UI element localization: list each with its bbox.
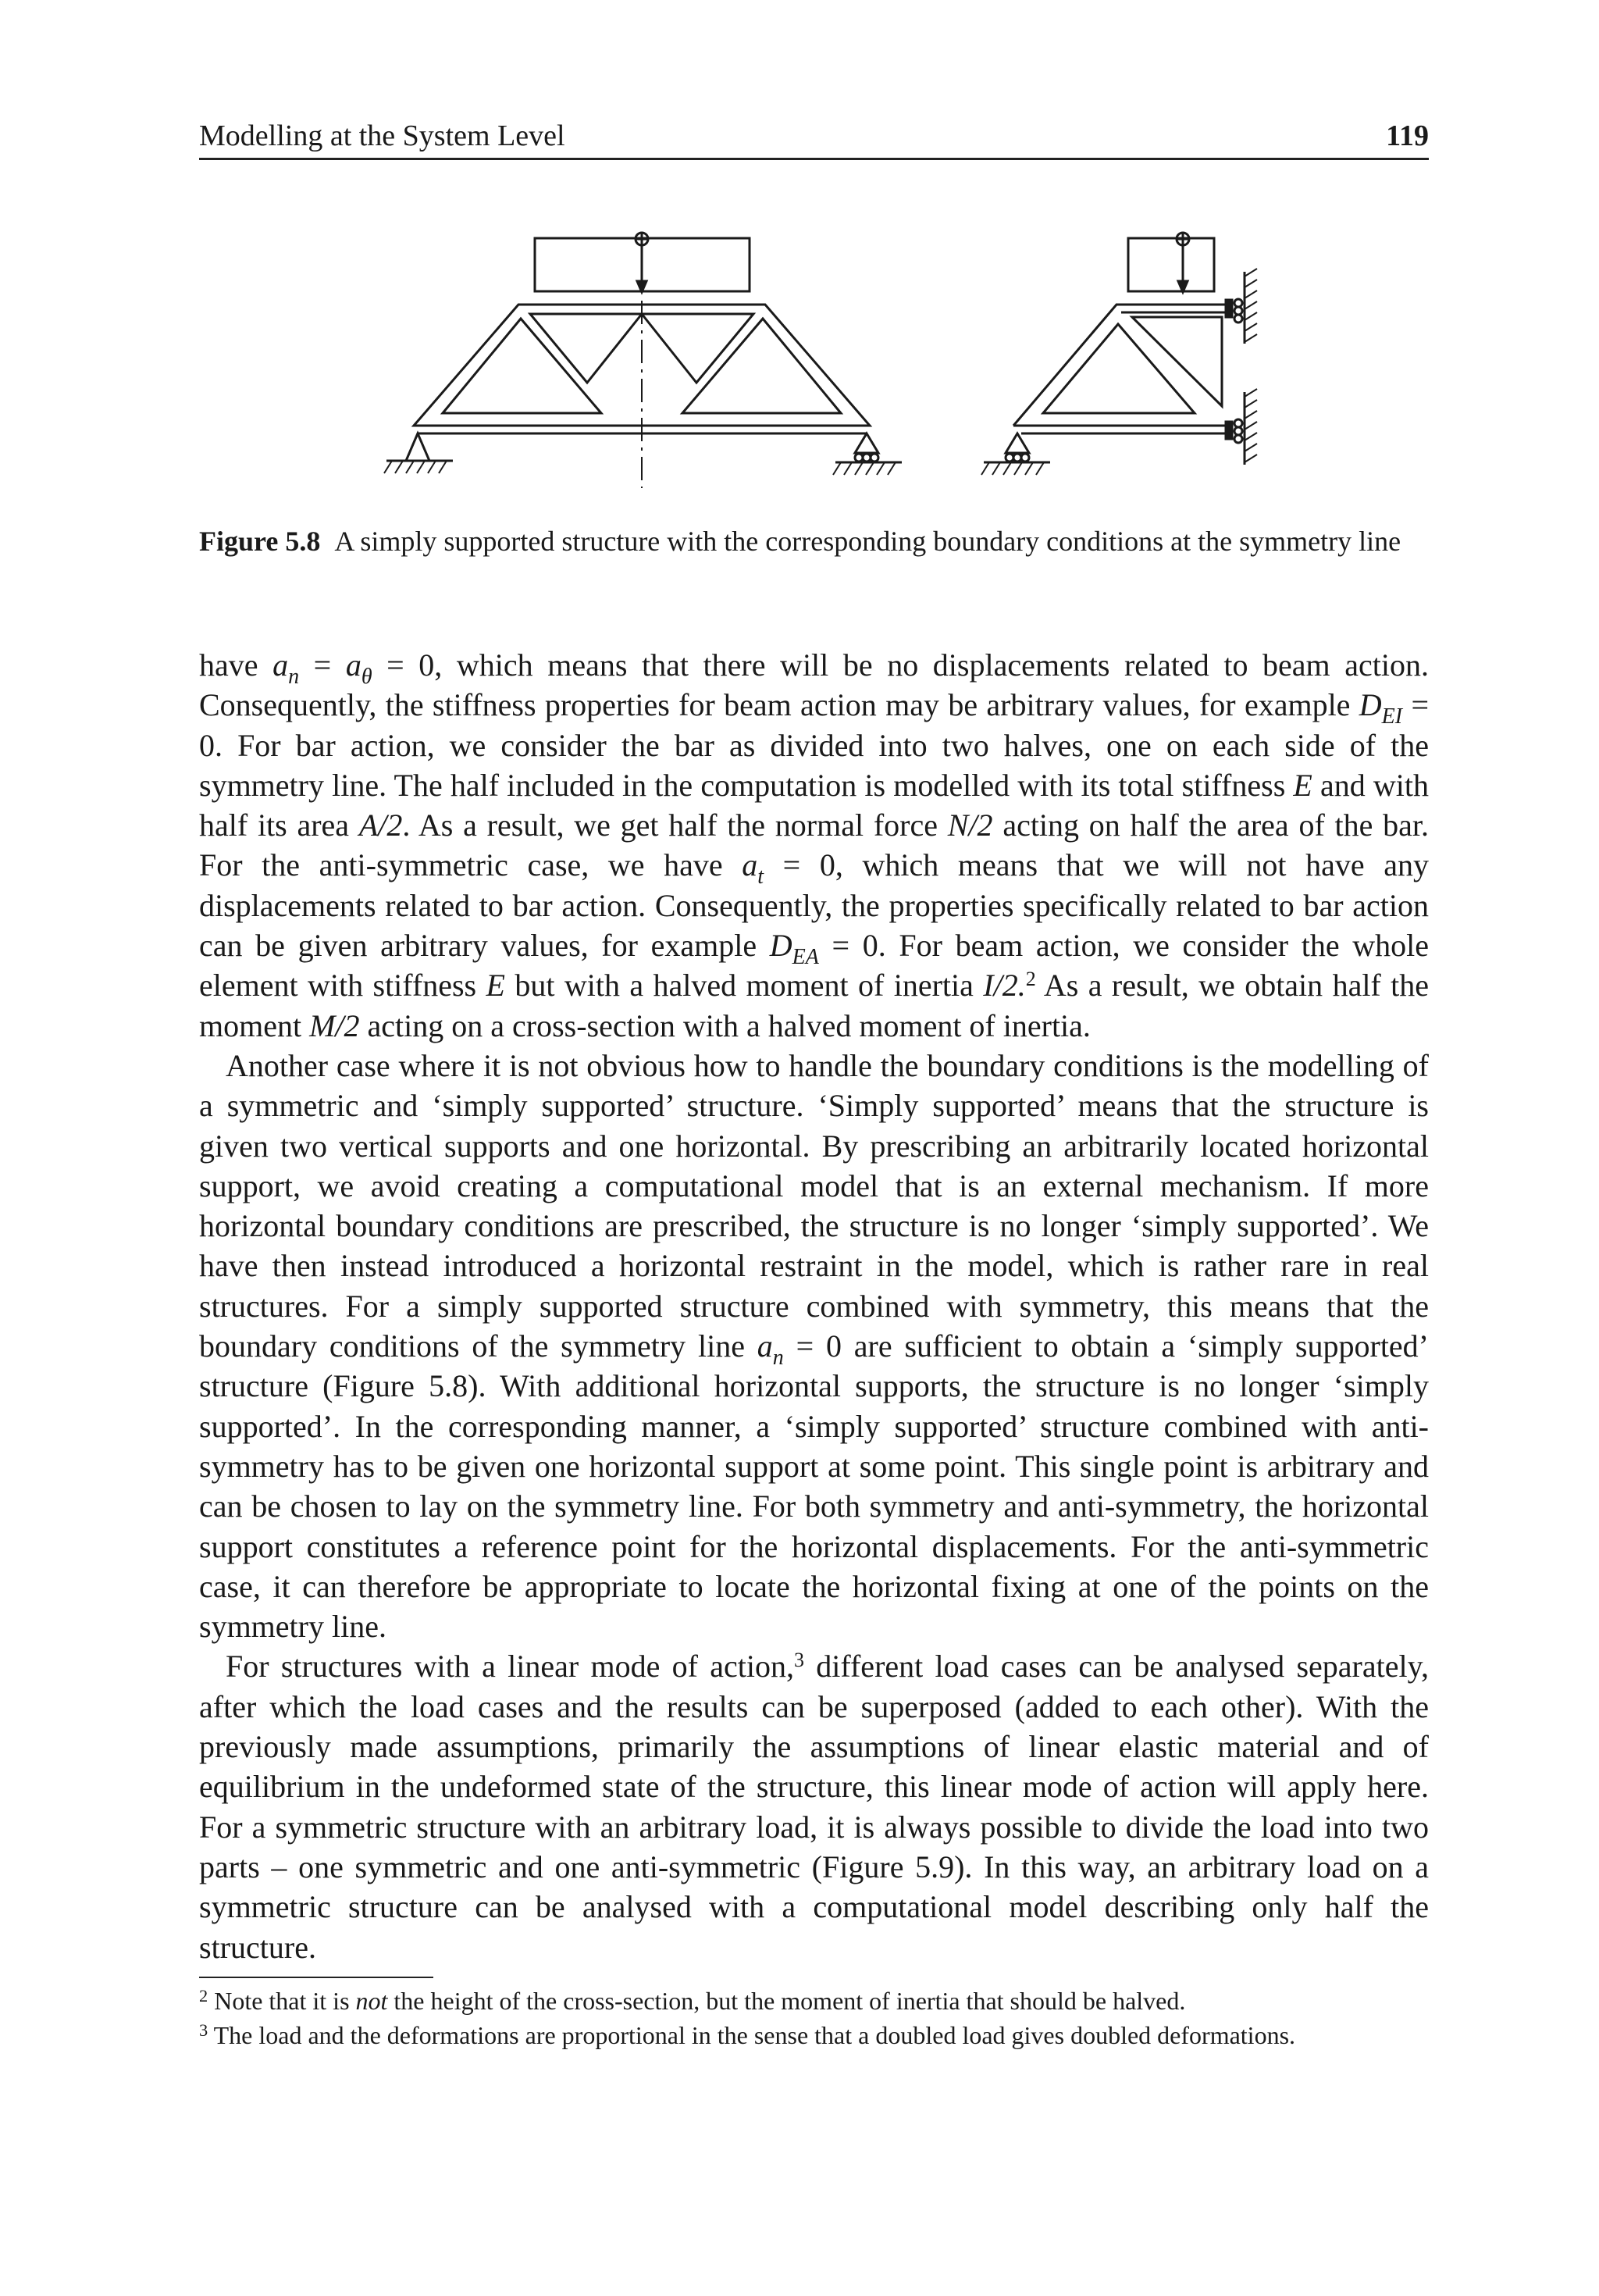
fn2-pre: Note that it is xyxy=(214,1987,356,2015)
math-a: a xyxy=(757,1328,773,1364)
paragraph-2 xyxy=(199,1046,1429,1646)
math-D: D xyxy=(769,928,792,964)
figure-5-8-diagram xyxy=(367,226,1265,500)
p1-s6: acting on half the area of the bar. For the anti-symmetric case, we have xyxy=(199,808,1429,883)
math-E: E xyxy=(486,968,505,1004)
math-sub-EA: EA xyxy=(792,944,819,969)
math-A2: A/2 xyxy=(358,808,403,843)
half-truss-inner-left xyxy=(1043,324,1195,413)
math-N2: N/2 xyxy=(947,808,993,843)
paragraph-1 xyxy=(199,645,1429,1046)
p1-s10: As a result, we obtain half the moment xyxy=(199,968,1430,1043)
math-sub-n: n xyxy=(772,1345,784,1370)
p1-s1: have xyxy=(199,647,273,683)
running-title: Modelling at the System Level xyxy=(199,119,565,152)
math-M2: M/2 xyxy=(309,1007,360,1043)
footnote-rule xyxy=(199,1977,433,1978)
running-header xyxy=(199,117,1429,160)
p2-s1: Another case where it is not obvious how to handle the boundary conditions is the modelling of a symmetric and ‘simply supported’ structure. ‘Simply supported’ means that the structure is given two vertical supports and one horizontal. By prescribing an arbitrarily located horizontal support, we avoid creating a computational model that is an external mechanism. If more horizontal boundary conditions are prescribed, the structure is no longer ‘simply supported’. We have then instead introduced a horizontal restraint in the model, which is rather rare in real structures. For a simply supported structure combined with symmetry, this means that the boundary conditions of the symmetry line xyxy=(199,1047,1429,1364)
p1-s5: . As a result, we get half the normal force xyxy=(402,808,948,843)
roller-support-half xyxy=(1006,433,1029,453)
math-eq0: = 0 xyxy=(764,847,835,883)
p2-s2: are sufficient to obtain a ‘simply supported’ structure (Figure 5.8). With additional horizontal supports, the structure is no longer ‘simply supported’. In the corresponding manner, a ‘simply supported’ structure combined with anti-symmetry has to be given one horizontal support at some point. This single point is arbitrary and can be chosen to lay on the symmetry line. For both symmetry and anti-symmetry, the horizontal support constitutes a reference point for the horizontal displacements. For the anti-symmetric case, it can therefore be appropriate to locate the horizontal fixing at one of the points on the symmetry line. xyxy=(199,1328,1430,1645)
footnote-mark-2: 2 xyxy=(199,1985,208,2005)
page-number: 119 xyxy=(1386,119,1429,152)
footnotes xyxy=(199,1984,1429,2052)
p1-s7: , which means that we will not have any displacements related to bar action. Consequently, the properties specifically related to bar action can be given arbitrary values, for example xyxy=(199,847,1429,964)
math-eq0: = 0 xyxy=(199,687,1430,763)
p1-s8: . For beam action, we consider the whole element with stiffness xyxy=(199,928,1429,1004)
math-sub-t: t xyxy=(757,865,764,890)
body-text xyxy=(199,645,1429,1967)
math-sub-EI: EI xyxy=(1381,704,1403,729)
p1-s2: , which means that there will be no displacements related to beam action. Consequently, the stiffness properties for beam action may be arbitrary values, for example xyxy=(199,647,1429,723)
math-a: a xyxy=(345,647,361,683)
math-eq0: = 0 xyxy=(783,1328,842,1364)
half-truss xyxy=(981,233,1257,475)
math-a: a xyxy=(272,647,289,683)
math-D: D xyxy=(1359,687,1382,723)
p3-s2: different load cases can be analysed separately, after which the load cases and the results can be superposed (added to each other). With the previously made assumptions, primarily the assumptions of linear elastic material and of equilibrium in the undeformed state of the structure, this linear mode of action will apply here. For a symmetric structure with an arbitrary load, it is always possible to divide the load into two parts – one symmetric and one anti-symmetric (Figure 5.9). In this way, an arbitrary load on a symmetric structure can be analysed with a computational model describing only half the structure. xyxy=(199,1649,1430,1965)
footnote-ref-3[interactable]: 3 xyxy=(793,1649,804,1672)
p1-s4: and with half its area xyxy=(199,767,1429,843)
math-sub-theta: θ xyxy=(361,664,372,689)
math-eq0: = 0 xyxy=(818,928,878,964)
p1-s11: acting on a cross-section with a halved moment of inertia. xyxy=(359,1007,1091,1043)
full-truss xyxy=(384,233,902,488)
footnote-ref-2[interactable]: 2 xyxy=(1025,968,1036,991)
math-eq: = xyxy=(299,647,346,683)
math-I2: I/2. xyxy=(983,968,1026,1004)
p3-s1: For structures with a linear mode of action, xyxy=(226,1649,794,1685)
math-a: a xyxy=(742,847,758,883)
roller-support-right xyxy=(855,433,878,453)
math-sub-n: n xyxy=(288,664,300,689)
math-eq0: = 0 xyxy=(372,647,435,683)
footnote-3 xyxy=(199,2018,1429,2052)
fn2-em: not xyxy=(355,1987,388,2015)
math-E: E xyxy=(1293,767,1312,803)
fn3-text: The load and the deformations are proportional in the sense that a doubled load gives doubled deformations. xyxy=(213,2021,1296,2049)
p1-s9: but with a halved moment of inertia xyxy=(504,968,984,1004)
figure-label: Figure 5.8 xyxy=(199,526,321,557)
pin-support-left xyxy=(406,433,429,461)
footnote-2 xyxy=(199,1984,1429,2018)
footnote-mark-3: 3 xyxy=(199,2020,208,2040)
load-box-right xyxy=(1128,238,1214,291)
figure-caption xyxy=(199,523,1429,560)
p1-s3: . For bar action, we consider the bar as divided into two halves, one on each side of the symmetry line. The half included in the computation is modelled with its total stiffness xyxy=(199,727,1429,803)
paragraph-3 xyxy=(199,1646,1429,1966)
fn2-post: the height of the cross-section, but the moment of inertia that should be halved. xyxy=(387,1987,1186,2015)
figure-caption-text: A simply supported structure with the corresponding boundary conditions at the symmetry line xyxy=(334,526,1401,557)
